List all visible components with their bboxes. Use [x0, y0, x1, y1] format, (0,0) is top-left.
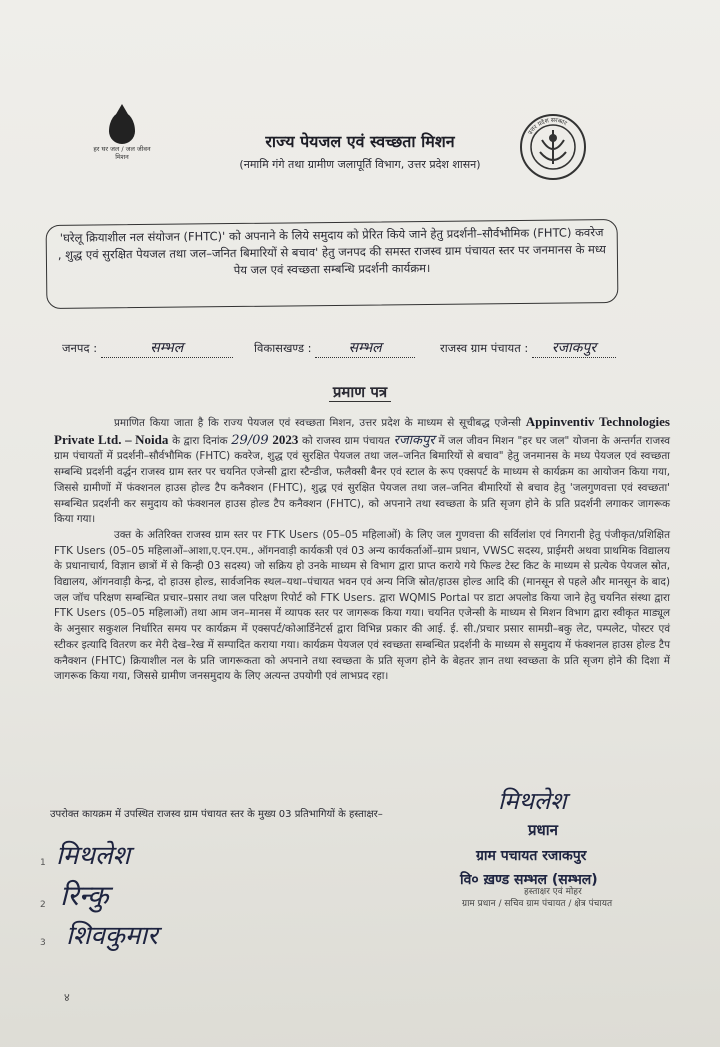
year: 2023	[272, 431, 299, 447]
body-paragraph-1	[54, 414, 670, 528]
p1-part-b: के द्वारा दिनांक	[172, 434, 228, 447]
member-signature: मिथलेश	[56, 841, 131, 871]
seal-text: उत्तर प्रदेश सरकार	[526, 117, 568, 137]
document-header	[0, 130, 720, 172]
district-label: जनपद :	[62, 341, 98, 355]
district-field	[62, 338, 233, 358]
block-value: सम्भल	[315, 338, 415, 358]
designation: ग्राम प्रधान / सचिव ग्राम पंचायत / क्षेत्र पंचायत	[462, 899, 613, 909]
gram-panchayat-field	[440, 338, 616, 358]
certificate-body	[54, 414, 670, 685]
member-signature: रिन्कु	[60, 879, 109, 912]
member-number: 1	[40, 858, 46, 868]
member-signature: शिवकुमार	[66, 921, 158, 951]
gp-label: राजस्व ग्राम पंचायत :	[440, 341, 529, 355]
org-subtitle: (नमामि गंगे तथा ग्रामीण जलापूर्ति विभाग, उत्तर प्रदेश शासन)	[239, 158, 481, 171]
up-government-seal-icon	[518, 112, 588, 182]
participants-label: उपरोक्त कायक्रम में उपस्थित राजस्व ग्राम पंचायत स्तर के मुख्य 03 प्रतिभागियों के हस्ताक्षर–	[50, 809, 383, 820]
agency-name: Appinventiv Technologies Private Ltd. – Noida	[54, 414, 670, 447]
block-label: विकासखण्ड :	[254, 341, 312, 355]
member-number: 3	[40, 938, 46, 948]
stamp-gram-panchayat: ग्राम पचायत रजाकपुर	[476, 848, 587, 864]
certificate-title	[0, 382, 720, 402]
logo-text: हर घर जल / जल जीवन मिशन	[93, 145, 151, 161]
gp-value: रजाकपुर	[532, 338, 616, 358]
stamp-block: वि० ख़ण्ड सम्भल (सम्भल)	[460, 872, 598, 888]
p1-part-d: में जल जीवन मिशन "हर घर जल" योजना के अन्तर्गत राजस्व ग्राम पंचायतों में प्रदर्शनी–सौर्वभौमिक (FHTC) कवरेज, शुद्ध एवं सुरक्षित पेयजल तथा जल–जनित बिमारियों से बचाव" हेतु जनमानस के मध्य पेयजल एवं स्वच्छता सम्बन्धि प्रदर्शनी वर्द्धन राजस्व ग्राम स्तर पर चयनित एजेन्सी द्वारा स्टैन्डीज, फलैक्सी बैनर एवं स्टाल के रूप एक्सपर्ट के माध्यम से कार्यक्रम का आयोजन किया गया, जिससे ग्रामीणों में फंक्शनल हाउस होल्ड टैप कनैक्शन (FHTC), शुद्ध एवं सुरक्षित पेयजल तथा जल–जनित बीमारियों से बचाव हेतु 'जलगुणवत्ता एवं स्वच्छता' सम्बन्धित प्रदर्शनी कर समुदाय को फंक्शनल हाउस होल्ड टैप कनैक्शन (FHTC), को अपनाने तथा स्वच्छता के प्रति सृजग होने के प्रति प्रदर्शनी लगाकर जागरूक किया गया।	[54, 434, 671, 526]
title-text: प्रमाण पत्र	[329, 383, 391, 402]
footer-mark: ४	[64, 991, 70, 1004]
subject-box: 'घरेलू क्रियाशील नल संयोजन (FHTC)' को अपनाने के लिये समुदाय को प्रेरित किये जाने हेतु प्रदर्शनी–सौर्वभौमिक (FHTC) कवरेज , शुद्ध एवं सुरक्षित पेयजल तथा जल–जनित बिमारियों से बचाव' हेतु जनपद की समस्त राजस्व ग्राम पंचायत स्तर पर जनमानस के मध्य पेय जल एवं स्वच्छता सम्बन्धि प्रदर्शनी कार्यक्रम।	[46, 219, 619, 309]
org-title: राज्य पेयजल एवं स्वच्छता मिशन	[265, 132, 455, 151]
p1-part-c: को राजस्व ग्राम पंचायत	[302, 434, 390, 447]
member-number: 2	[40, 900, 46, 910]
district-value: सम्भल	[101, 338, 233, 358]
block-field	[254, 338, 415, 358]
handwritten-gp: रजाकपुर	[393, 432, 435, 448]
handwritten-date: 29/09	[231, 432, 269, 448]
p1-part-a: प्रमाणित किया जाता है कि राज्य पेयजल एवं स्वच्छता मिशन, उत्तर प्रदेश के माध्यम से सूचीबद्ध एजेन्सी	[114, 417, 521, 429]
sign-seal-label: हस्ताक्षर एवं मोहर	[524, 887, 582, 897]
stamp-role: प्रधान	[528, 821, 558, 839]
body-paragraph-2: उक्त के अतिरिक्त राजस्व ग्राम स्तर पर FTK Users (05–05 महिलाओं) के लिए जल गुणवत्ता की सर्विलांश एवं निगरानी हेतु पंजीकृत/प्रशिक्षित FTK Users (05–05 महिलाओं–आशा,ए.एन.एम., ऑगनवाड़ी कार्यकत्री एवं 03 अन्य कार्यकर्ताओं–ग्राम प्रधान, VWSC सदस्य, प्राईमरी अथवा प्राथमिक विद्यालय के प्रधानाचार्य, विज्ञान छात्रों में से किन्ही 03 सदस्य) जो सक्रिय हो उनके माध्यम से विभाग द्वारा प्राप्त कराये गये फिल्ड टेस्ट किट के माध्यम से प्रत्येक पेयजल स्रोत, विद्यालय, ऑगनवाड़ी केन्द्र, दो हाउस होल्ड, सार्वजनिक स्थल–यथा–पंचायत भवन एवं अन्य निजि स्रोत/हाउस होल्ड आदि की (मानसून से पहले और मानसून के बाद) जल जॉच परिक्षण सम्बन्धित प्रचार–प्रसार तथा जल परिक्षण रिपोर्ट को FTK Users. द्वारा WQMIS Portal पर डाटा अपलोड किया जाने हेतु चयनित संस्था द्वारा FTK Users (05–05 महिलाओं) तथा आम जन–मानस में व्यापक स्तर पर जागरूक किया गया। चयनित एजेन्सी के माध्यम से मिशन विभाग द्वारा स्वीकृत माड्यूल के अनुसार सकुशल निर्धारित समय पर कार्यक्रम में एक्सपर्ट/कोआर्डिनेटर्स द्वारा विभिन्न प्रकार की आई. ई. सी./प्रचार प्रसार सामग्री–बकु लेट, पम्पलेट, पोस्टर एवं स्टीकर इत्यादि वितरण कर मेरी देख–रेख में सम्पादित कराया गया। कार्यक्रम पेयजल एवं स्वच्छता सम्बन्धित प्रदर्शनी के माध्यम से समुदाय में फंक्शनल हाउस होल्ड टैप कनैक्शन (FHTC) क्रियाशील नल के प्रति जागरूकता को अपनाने तथा स्वच्छता के प्रति सृजग होने के बेहतर ज्ञान तथा स्वच्छता के प्रति सृजग होने की दिशा में जागरूक किया गया, जिससे ग्रामीण जनसमुदाय के लिए अत्यन्त उपयोगी एवं लाभप्रद रहा।	[54, 528, 670, 683]
pradhan-signature: मिथलेश	[498, 787, 567, 815]
